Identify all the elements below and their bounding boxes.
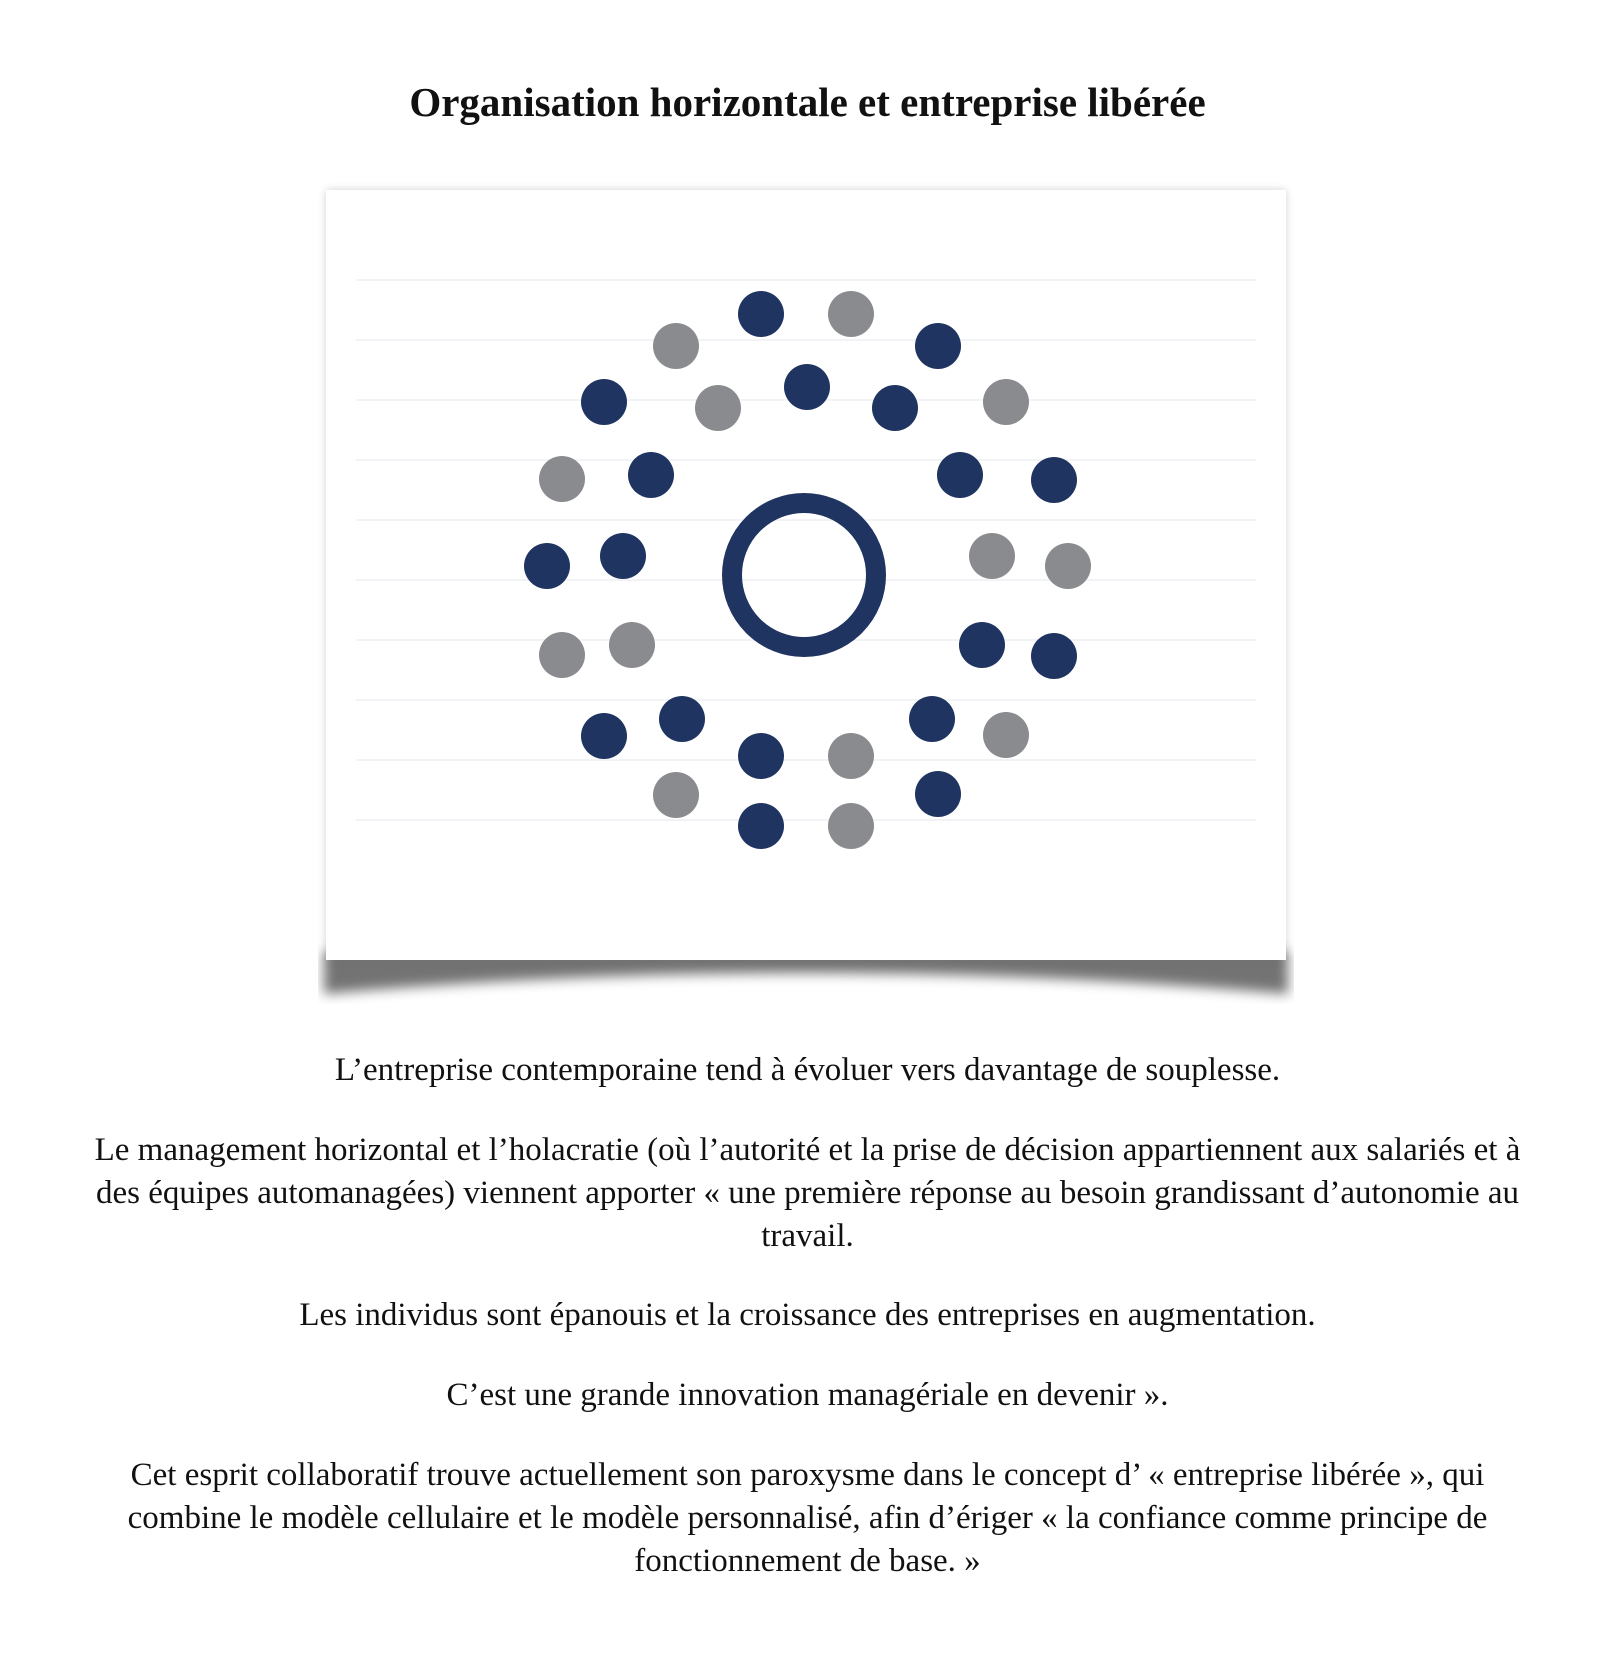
dot [653, 772, 699, 818]
faded-background-lines [356, 280, 1256, 820]
dot [915, 323, 961, 369]
dot [828, 733, 874, 779]
dot [915, 771, 961, 817]
dot [581, 713, 627, 759]
dot [983, 712, 1029, 758]
photo-frame [326, 190, 1286, 960]
dot [959, 622, 1005, 668]
dot [539, 632, 585, 678]
network-diagram [326, 190, 1286, 960]
dot [1045, 543, 1091, 589]
dot [628, 452, 674, 498]
illustration-figure [318, 182, 1294, 1004]
dot [581, 379, 627, 425]
dot [1031, 457, 1077, 503]
dot [539, 456, 585, 502]
dot [695, 385, 741, 431]
dot [738, 733, 784, 779]
dot [828, 803, 874, 849]
dot [828, 291, 874, 337]
dot [738, 803, 784, 849]
dot [659, 696, 705, 742]
dot [872, 385, 918, 431]
dot [937, 452, 983, 498]
dot [524, 543, 570, 589]
dot [969, 533, 1015, 579]
dot [738, 291, 784, 337]
paragraph-growth: Les individus sont épanouis et la croissance des entreprises en augmentation. [299, 1297, 1316, 1333]
dot [909, 696, 955, 742]
paragraph-liberated-company: Cet esprit collaboratif trouve actuellement son paroxysme dans le concept d’ « entreprise libérée », qui combine le modèle cellulaire et le modèle personnalisé, afin d’ériger « la confiance comme principe de fonctionnement de base. » [127, 1457, 1488, 1579]
paragraph-intro: L’entreprise contemporaine tend à évoluer vers davantage de souplesse. [334, 1052, 1281, 1088]
dot [600, 533, 646, 579]
center-ring-icon [732, 503, 876, 647]
dot [653, 323, 699, 369]
dot [609, 622, 655, 668]
dot [1031, 633, 1077, 679]
dot [784, 364, 830, 410]
page-title: Organisation horizontale et entreprise libérée [409, 79, 1206, 125]
inner-ring-dots [600, 364, 1015, 779]
paragraph-holacracy: Le management horizontal et l’holacratie (où l’autorité et la prise de décision appartiennent aux salariés et à des équipes automanagées) viennent apporter « une première réponse au besoin grandissant d’autonomie au travail. [94, 1132, 1521, 1254]
dot [983, 379, 1029, 425]
paragraph-innovation: C’est une grande innovation managériale en devenir ». [446, 1377, 1169, 1413]
